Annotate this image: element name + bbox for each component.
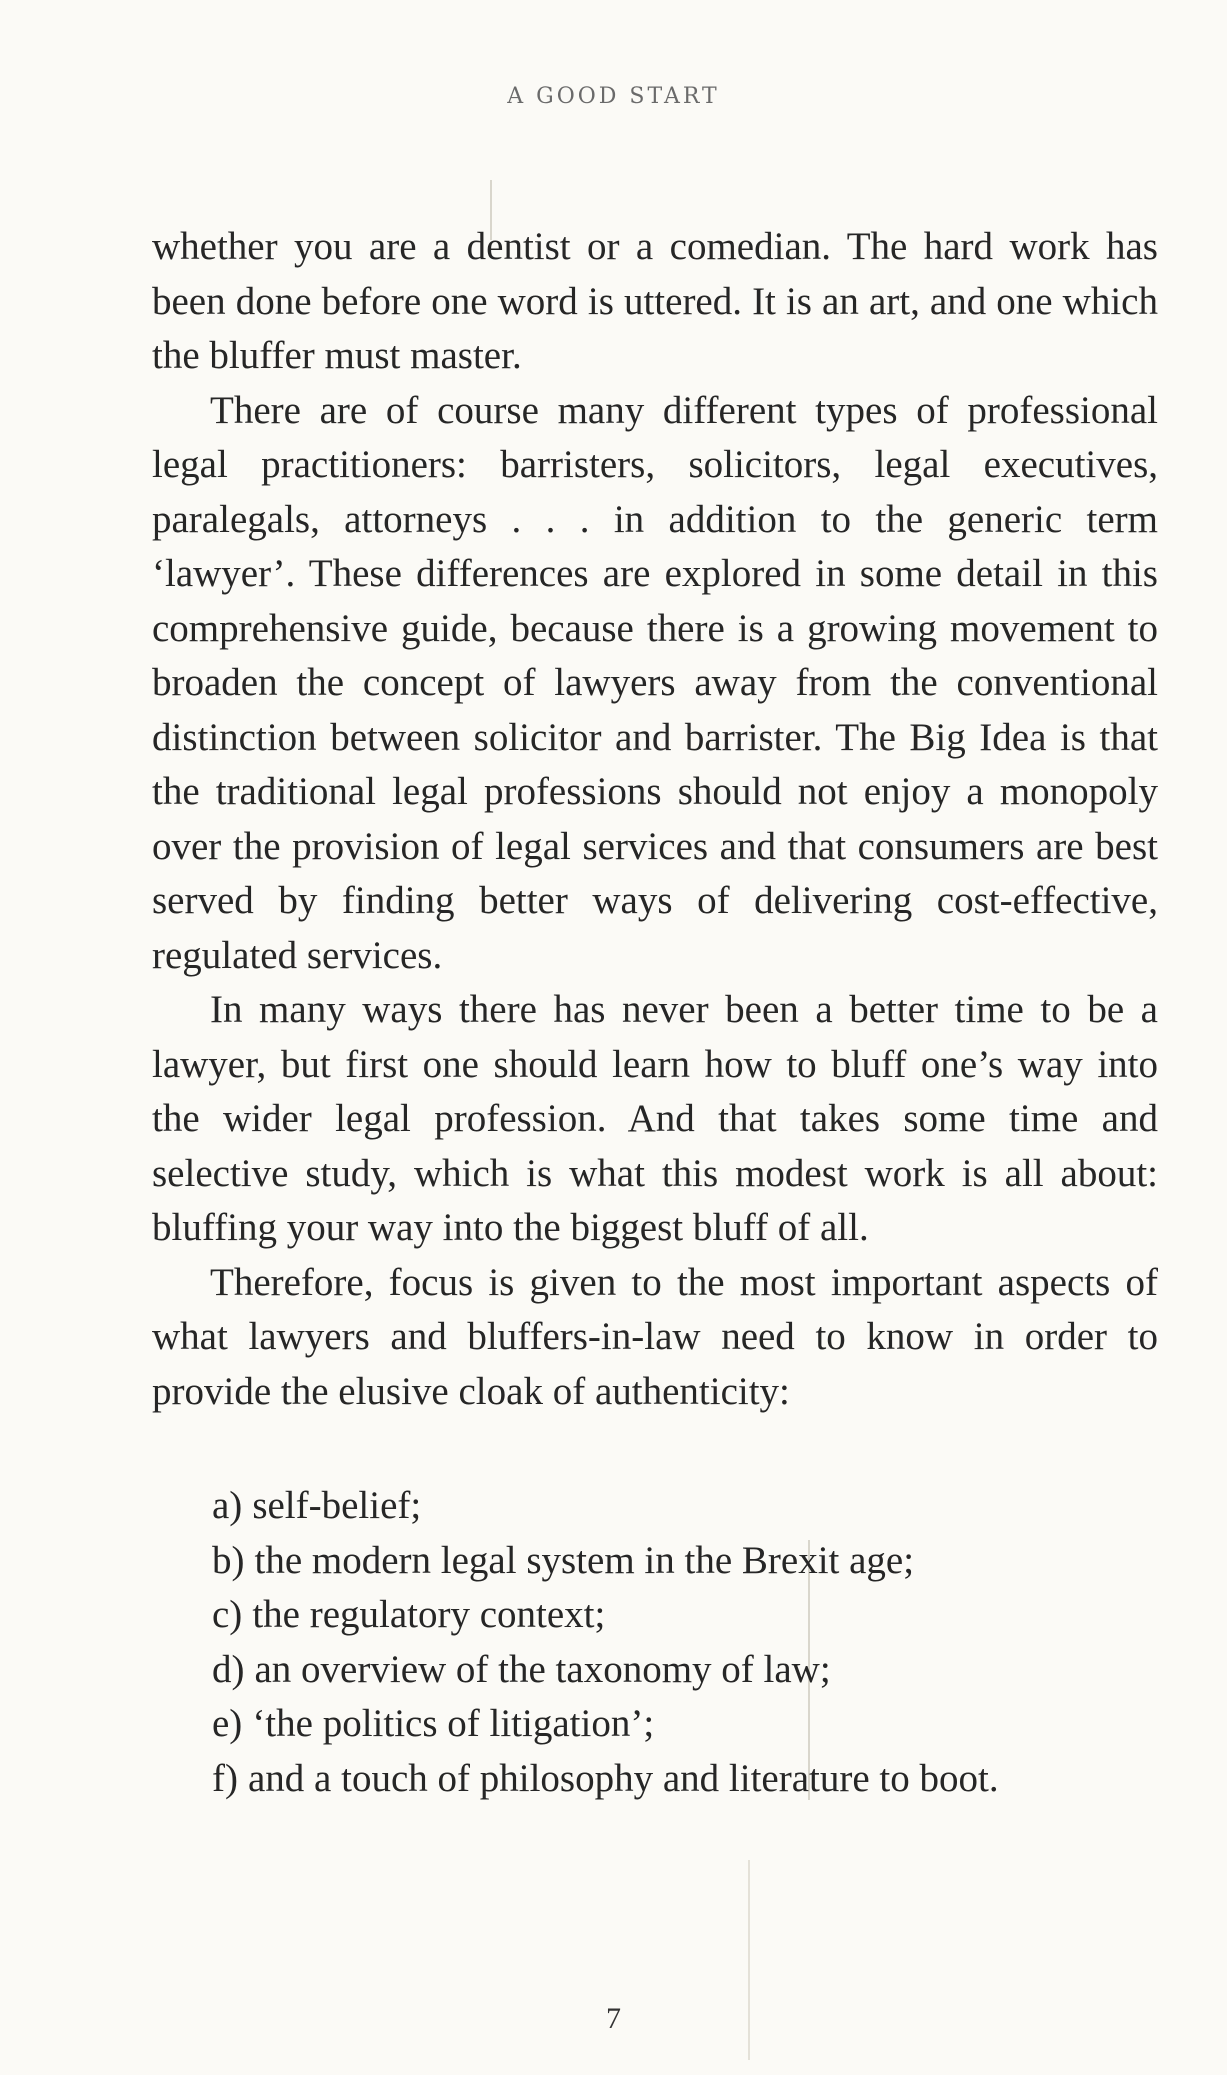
paragraph: There are of course many different types of professional legal practitioners: barristers, solicitors, legal executives, paralegals, attorneys . . . in addition to the generic term ‘lawyer’. These differences are explored in some detail in this comprehensive guide, because there is a growing movement to broaden the concept of lawyers away from the conventional distinction between solicitor and barrister. The Big Idea is that the traditional legal professions should not enjoy a monopoly over the provision of legal services and that consumers are best served by finding better ways of delivering cost-effective, regulated services. bbox=[152, 388, 1158, 977]
paragraph: whether you are a dentist or a comedian. The hard work has been done before one word is uttered. It is an art, and one which the bluffer must master. bbox=[152, 225, 1158, 377]
list-item bbox=[212, 1534, 1158, 1589]
list-marker: c) bbox=[212, 1593, 243, 1636]
list-item bbox=[212, 1643, 1158, 1698]
list-marker: e) bbox=[212, 1702, 243, 1745]
list-item bbox=[212, 1588, 1158, 1643]
running-head: A GOOD START bbox=[507, 84, 720, 109]
list-item-text: the modern legal system in the Brexit age; bbox=[254, 1538, 915, 1582]
list-item-text: self-belief; bbox=[252, 1484, 422, 1527]
list-item-text: the regulatory context; bbox=[252, 1593, 606, 1636]
list-item-text: an overview of the taxonomy of law; bbox=[254, 1647, 831, 1691]
list-item bbox=[212, 1697, 1158, 1752]
body-text bbox=[152, 220, 1158, 1806]
list-marker: b) bbox=[212, 1538, 245, 1582]
paragraph: Therefore, focus is given to the most important aspects of what lawyers and bluffers-in-law need to know in order to provide the elusive cloak of authenticity: bbox=[152, 1260, 1158, 1413]
topics-list bbox=[152, 1479, 1158, 1806]
paragraph: In many ways there has never been a better time to be a lawyer, but first one should learn how to bluff one’s way into the wider legal profession. And that takes some time and selective study, which is what this modest work is all about: bluffing your way into the biggest bluff of all. bbox=[152, 988, 1158, 1249]
list-item bbox=[212, 1479, 1158, 1534]
list-marker: f) bbox=[212, 1756, 238, 1800]
page-number: 7 bbox=[606, 2002, 621, 2035]
list-item-text: ‘the politics of litigation’; bbox=[252, 1702, 655, 1745]
list-marker: a) bbox=[212, 1484, 243, 1527]
list-item-text: and a touch of philosophy and literature to boot. bbox=[247, 1756, 999, 1800]
list-item bbox=[212, 1752, 1158, 1807]
list-marker: d) bbox=[212, 1647, 245, 1691]
